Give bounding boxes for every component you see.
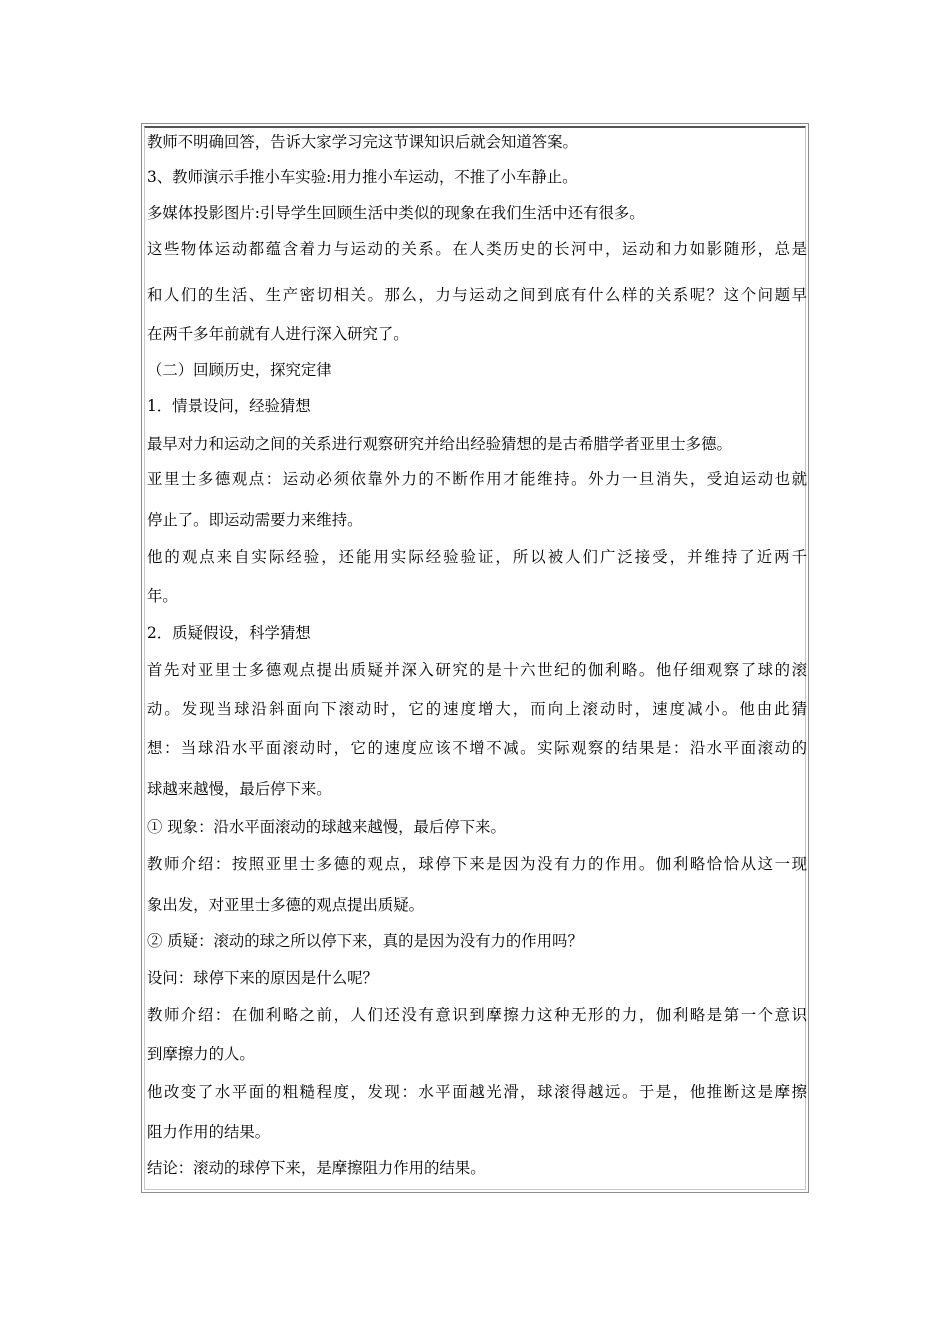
text-line: 结论：滚动的球停下来，是摩擦阻力作用的结果。 [147, 1159, 486, 1177]
text-line: 动。发现当球沿斜面向下滚动时，它的速度增大，而向上滚动时，速度减小。他由此猜 [147, 700, 807, 718]
text-line: 阻力作用的结果。 [147, 1123, 271, 1141]
text-line: 设问：球停下来的原因是什么呢？ [147, 969, 378, 987]
text-line: 亚里士多德观点：运动必须依靠外力的不断作用才能维持。外力一旦消失，受迫运动也就 [147, 470, 807, 488]
text-line: 教师不明确回答，告诉大家学习完这节课知识后就会知道答案。 [147, 133, 578, 151]
text-line: 到摩擦力的人。 [147, 1045, 255, 1063]
text-line: 年。 [147, 587, 178, 605]
table-cell [144, 126, 806, 1190]
text-line: 象出发，对亚里士多德的观点提出质疑。 [147, 896, 425, 914]
text-line: ① 现象：沿水平面滚动的球越来越慢，最后停下来。 [147, 818, 506, 836]
text-line: 教师介绍：在伽利略之前，人们还没有意识到摩擦力这种无形的力，伽利略是第一个意识 [147, 1006, 807, 1024]
text-line: 想：当球沿水平面滚动时，它的速度应该不增不减。实际观察的结果是：沿水平面滚动的 [147, 739, 807, 757]
text-line: ② 质疑：滚动的球之所以停下来，真的是因为没有力的作用吗？ [147, 932, 583, 950]
text-line: 和人们的生活、生产密切相关。那么，力与运动之间到底有什么样的关系呢？这个问题早 [147, 286, 807, 304]
text-line: 多媒体投影图片:引导学生回顾生活中类似的现象在我们生活中还有很多。 [147, 204, 645, 222]
content-table [141, 123, 809, 1193]
text-line: 他改变了水平面的粗糙程度，发现：水平面越光滑，球滚得越远。于是，他推断这是摩擦 [147, 1083, 807, 1101]
text-line: 在两千多年前就有人进行深入研究了。 [147, 325, 409, 343]
subsection-heading: 1．情景设问，经验猜想 [147, 397, 311, 415]
text-line: 这些物体运动都蕴含着力与运动的关系。在人类历史的长河中，运动和力如影随形，总是 [147, 240, 807, 258]
text-line: 球越来越慢，最后停下来。 [147, 780, 332, 798]
subsection-heading: 2．质疑假设，科学猜想 [147, 624, 311, 642]
text-line: 停止了。即运动需要力来维持。 [147, 511, 363, 529]
text-line: 他的观点来自实际经验，还能用实际经验验证，所以被人们广泛接受，并维持了近两千 [147, 548, 807, 566]
text-line: 首先对亚里士多德观点提出质疑并深入研究的是十六世纪的伽利略。他仔细观察了球的滚 [147, 661, 807, 679]
text-line: 3、教师演示手推小车实验:用力推小车运动，不推了小车静止。 [147, 168, 578, 186]
section-heading: （二）回顾历史，探究定律 [147, 361, 332, 379]
text-line: 教师介绍：按照亚里士多德的观点，球停下来是因为没有力的作用。伽利略恰恰从这一现 [147, 855, 807, 873]
text-line: 最早对力和运动之间的关系进行观察研究并给出经验猜想的是古希腊学者亚里士多德。 [147, 435, 732, 453]
